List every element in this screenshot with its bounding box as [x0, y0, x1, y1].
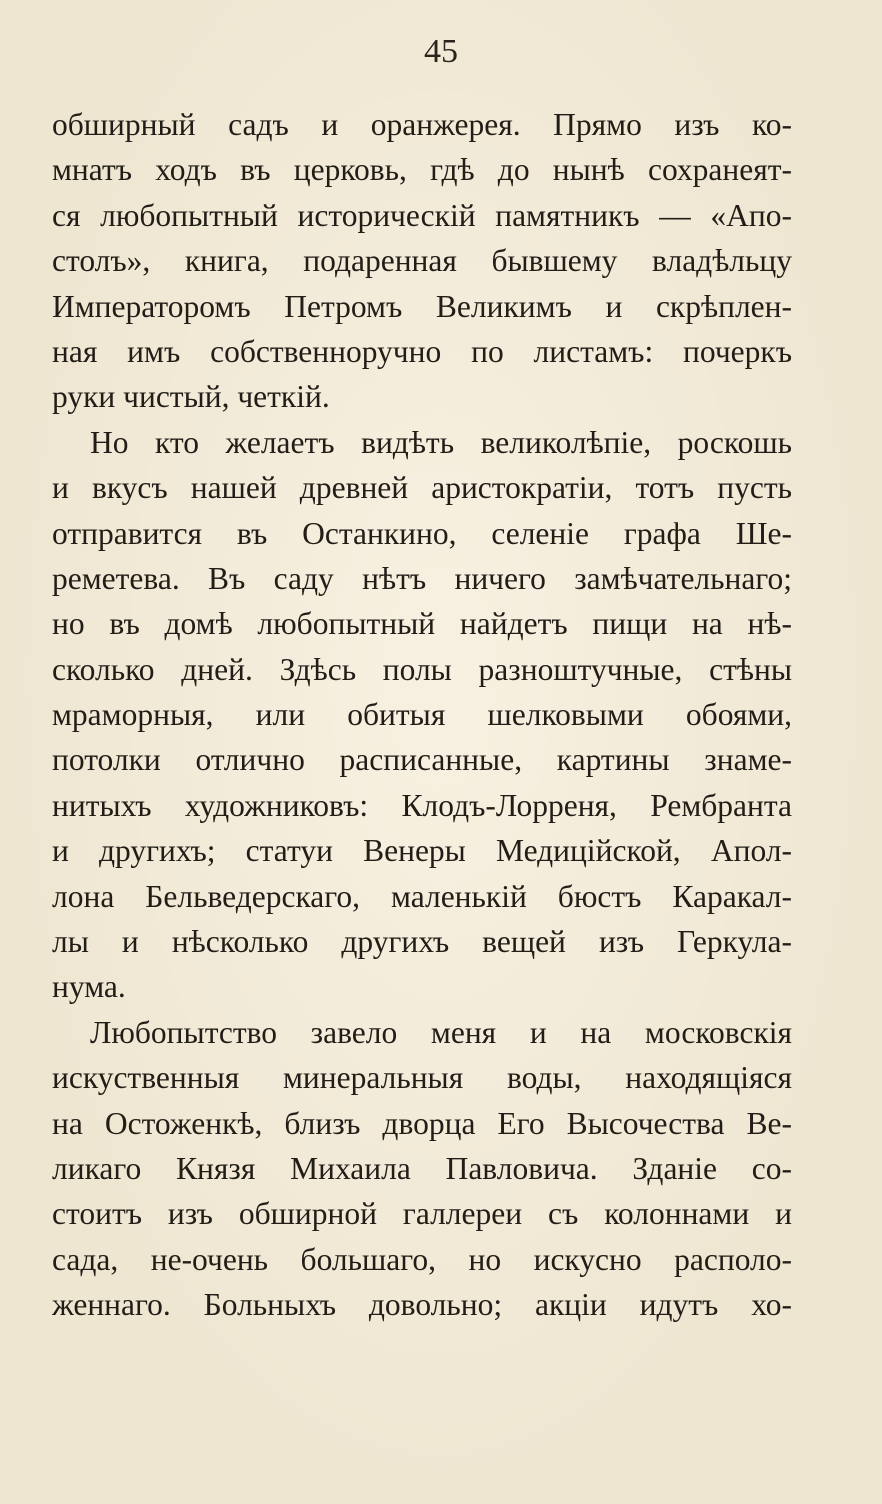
page-number: 45 [424, 33, 458, 70]
text-line: столъ», книга, подаренная бывшему владѣльцу [52, 243, 792, 279]
text-line: обширный садъ и оранжерея. Прямо изъ ко- [52, 107, 792, 142]
text-line: нитыхъ художниковъ: Клодъ-Лорреня, Рембранта [52, 787, 792, 823]
text-line: руки чистый, четкій. [52, 379, 330, 415]
text-line: ная имъ собственноручно по листамъ: почеркъ [52, 333, 792, 369]
text-line: Императоромъ Петромъ Великимъ и скрѣплен- [52, 288, 792, 324]
body-text [52, 102, 792, 1328]
text-line: женнаго. Больныхъ довольно; акціи идутъ хо- [52, 1287, 792, 1323]
text-line: Любопытство завело меня и на московскія [90, 1014, 792, 1050]
text-line: сада, не-очень большаго, но искусно располо- [52, 1241, 792, 1277]
text-line: и другихъ; статуи Венеры Медиційской, Апол- [52, 833, 792, 869]
text-line: и вкусъ нашей древней аристократіи, тотъ пусть [52, 470, 792, 506]
text-line: ся любопытный историческій памятникъ — «Апо- [52, 197, 792, 233]
text-line: нума. [52, 969, 126, 1005]
text-line: потолки отлично расписанные, картины знаме- [52, 742, 792, 778]
text-line: искуственныя минеральныя воды, находящіяся [52, 1060, 792, 1096]
text-line: стоитъ изъ обширной галлереи съ колоннами и [52, 1196, 792, 1232]
text-line: на Остоженкѣ, близъ дворца Его Высочества Ве- [52, 1105, 792, 1141]
text-line: ликаго Князя Михаила Павловича. Зданіе со- [52, 1150, 792, 1186]
text-line: но въ домѣ любопытный найдетъ пищи на нѣ- [52, 606, 792, 642]
text-line: лона Бельведерскаго, маленькій бюстъ Каракал- [52, 878, 792, 914]
text-line: лы и нѣсколько другихъ вещей изъ Геркула- [52, 924, 792, 960]
text-line: сколько дней. Здѣсь полы разноштучные, стѣны [52, 651, 792, 687]
text-line: мраморныя, или обитыя шелковыми обоями, [52, 697, 792, 733]
text-line: Но кто желаетъ видѣть великолѣпіе, роскошь [90, 424, 792, 460]
text-line: мнатъ ходъ въ церковь, гдѣ до нынѣ сохранеят- [52, 152, 792, 188]
text-line: отправится въ Останкино, селеніе графа Ше- [52, 515, 792, 551]
text-line: реметева. Въ саду нѣтъ ничего замѣчательнаго; [52, 560, 792, 596]
